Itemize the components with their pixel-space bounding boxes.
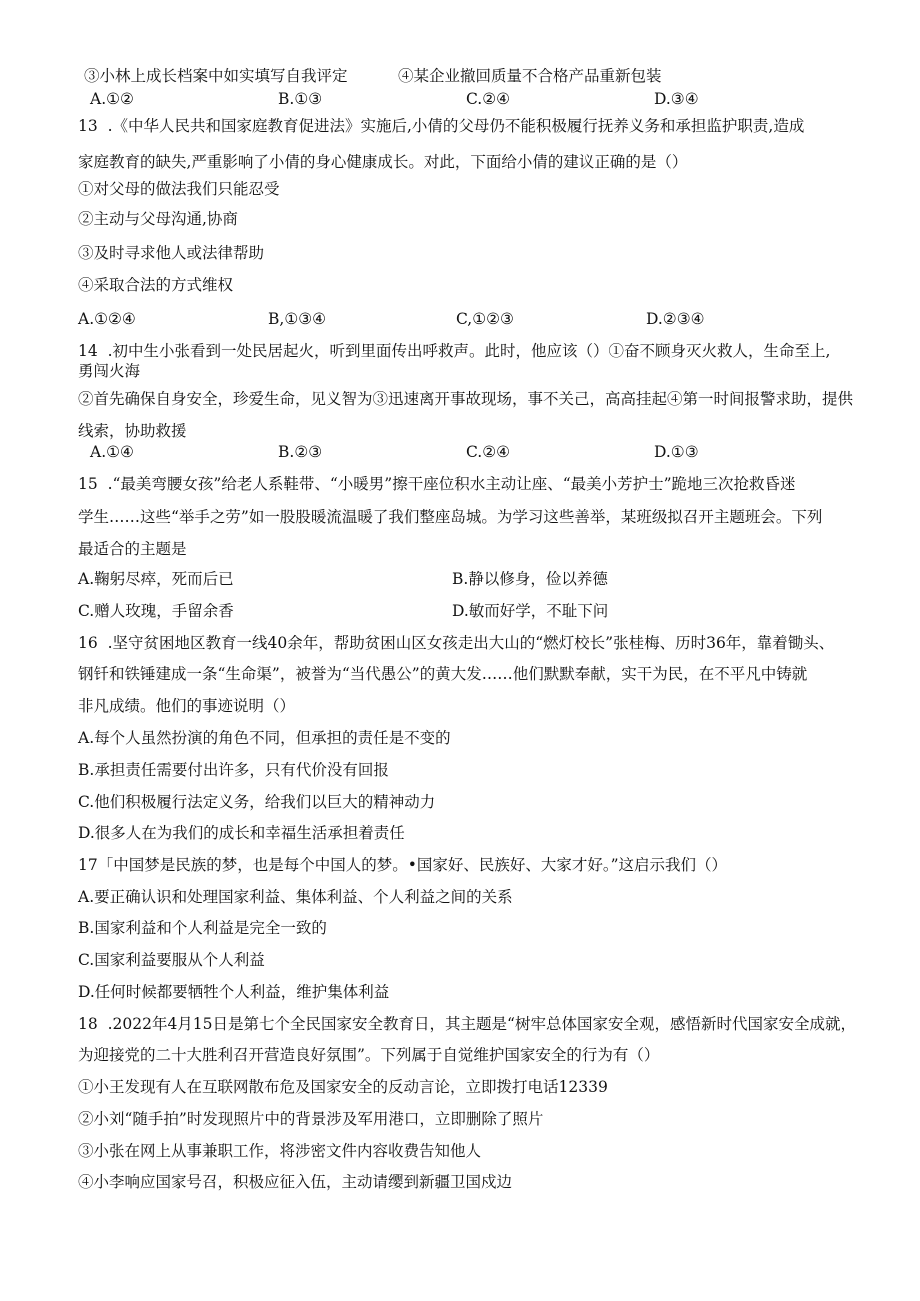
q16-option-d[interactable]: D.很多人在为我们的成长和幸福生活承担着责任 — [78, 824, 405, 842]
q15-option-a[interactable]: A.鞠躬尽瘁，死而后已 — [78, 570, 234, 588]
q13-option-a[interactable]: A.①②④ — [78, 310, 136, 328]
q18-item-3: ③小张在网上从事兼职工作，将涉密文件内容收费告知他人 — [78, 1142, 482, 1160]
q13-item-1: ①对父母的做法我们只能忍受 — [78, 180, 280, 198]
q13-stem-line-1: 13 .《中华人民共和国家庭教育促进法》实施后,小倩的父母仍不能积极履行抚养义务和承担监护职责,造成 — [78, 117, 805, 135]
q17-stem-line-1: 17「中国梦是民族的梦，也是每个中国人的梦。•国家好、民族好、大家才好。”这启示我们（） — [78, 856, 728, 874]
q17-option-a[interactable]: A.要正确认识和处理国家利益、集体利益、个人利益之间的关系 — [78, 888, 513, 906]
q16-stem-line-1: 16 .坚守贫困地区教育一线40余年，帮助贫困山区女孩走出大山的“燃灯校长”张桂梅、历时36年，靠着锄头、 — [78, 634, 835, 652]
q18-item-1: ①小王发现有人在互联网散布危及国家安全的反动言论，立即拨打电话12339 — [78, 1078, 608, 1096]
q14-option-c[interactable]: C.②④ — [466, 443, 511, 461]
q16-stem-line-3: 非凡成绩。他们的事迹说明（） — [78, 697, 296, 715]
q13-stem-line-2: 家庭教育的缺失,严重影响了小倩的身心健康成长。对此，下面给小倩的建议正确的是（） — [78, 153, 688, 171]
q12-option-d[interactable]: D.③④ — [654, 90, 699, 108]
q17-option-c[interactable]: C.国家利益要服从个人利益 — [78, 951, 265, 969]
q16-option-a[interactable]: A.每个人虽然扮演的角色不同，但承担的责任是不变的 — [78, 729, 451, 747]
q18-item-2: ②小刘“随手拍”时发现照片中的背景涉及军用港口，立即删除了照片 — [78, 1110, 544, 1128]
q16-option-b[interactable]: B.承担责任需要付出许多，只有代价没有回报 — [78, 761, 389, 779]
q13-item-3: ③及时寻求他人或法律帮助 — [78, 244, 265, 262]
q15-stem-line-3: 最适合的主题是 — [78, 540, 187, 558]
q13-option-d[interactable]: D.②③④ — [646, 310, 705, 328]
q12-option-c[interactable]: C.②④ — [466, 90, 511, 108]
q18-stem-line-1: 18 .2022年4月15日是第七个全民国家安全教育日，其主题是“树牢总体国家安全观，感悟新时代国家安全成就， — [78, 1015, 856, 1033]
q13-item-4: ④采取合法的方式维权 — [78, 276, 234, 294]
q12-item-4: ④某企业撤回质量不合格产品重新包装 — [398, 67, 662, 85]
q14-option-b[interactable]: B.②③ — [278, 443, 323, 461]
q13-option-b[interactable]: B,①③④ — [268, 310, 327, 328]
q13-option-c[interactable]: C,①②③ — [456, 310, 514, 328]
q15-option-c[interactable]: C.赠人玫瑰，手留余香 — [78, 602, 234, 620]
q18-stem-line-2: 为迎接党的二十大胜利召开营造良好氛围”。下列属于自觉维护国家安全的行为有（） — [78, 1046, 660, 1064]
q12-item-3: ③小林上成长档案中如实填写自我评定 — [84, 67, 348, 85]
q15-option-d[interactable]: D.敏而好学，不耻下问 — [452, 602, 609, 620]
q15-option-b[interactable]: B.静以修身，俭以养德 — [452, 570, 608, 588]
q14-option-d[interactable]: D.①③ — [654, 443, 699, 461]
q15-stem-line-1: 15 .“最美弯腰女孩”给老人系鞋带、“小暖男”擦干座位积水主动让座、“最美小芳护士”跪地三次抢救昏迷 — [78, 475, 796, 493]
q16-option-c[interactable]: C.他们积极履行法定义务，给我们以巨大的精神动力 — [78, 793, 436, 811]
q17-option-b[interactable]: B.国家利益和个人利益是完全一致的 — [78, 919, 327, 937]
q14-option-a[interactable]: A.①④ — [90, 443, 134, 461]
q17-option-d[interactable]: D.任何时候都要牺牲个人利益，维护集体利益 — [78, 983, 390, 1001]
q14-stem-line-1: 14 .初中生小张看到一处民居起火，听到里面传出呼救声。此时，他应该（）①奋不顾身灭火救人，生命至上, — [78, 342, 831, 360]
q18-item-4: ④小李响应国家号召，积极应征入伍，主动请缨到新疆卫国戍边 — [78, 1173, 513, 1191]
q14-stem-line-4: 线索，协助救援 — [78, 422, 187, 440]
q14-stem-line-2: 勇闯火海 — [78, 362, 141, 380]
q15-stem-line-2: 学生……这些“举手之劳”如一股股暖流温暖了我们整座岛城。为学习这些善举，某班级拟召开主题班会。下列 — [78, 508, 823, 526]
q13-item-2: ②主动与父母沟通,协商 — [78, 210, 238, 228]
q14-stem-line-3: ②首先确保自身安全，珍爱生命，见义智为③迅速离开事故现场，事不关己，高高挂起④第一时间报警求助，提供 — [78, 390, 854, 408]
q12-option-a[interactable]: A.①② — [90, 90, 134, 108]
q12-option-b[interactable]: B.①③ — [278, 90, 323, 108]
q16-stem-line-2: 钢钎和铁锤建成一条“生命渠”，被誉为“当代愚公”的黄大发……他们默默奉献，实干为民，在不平凡中铸就 — [78, 665, 808, 683]
